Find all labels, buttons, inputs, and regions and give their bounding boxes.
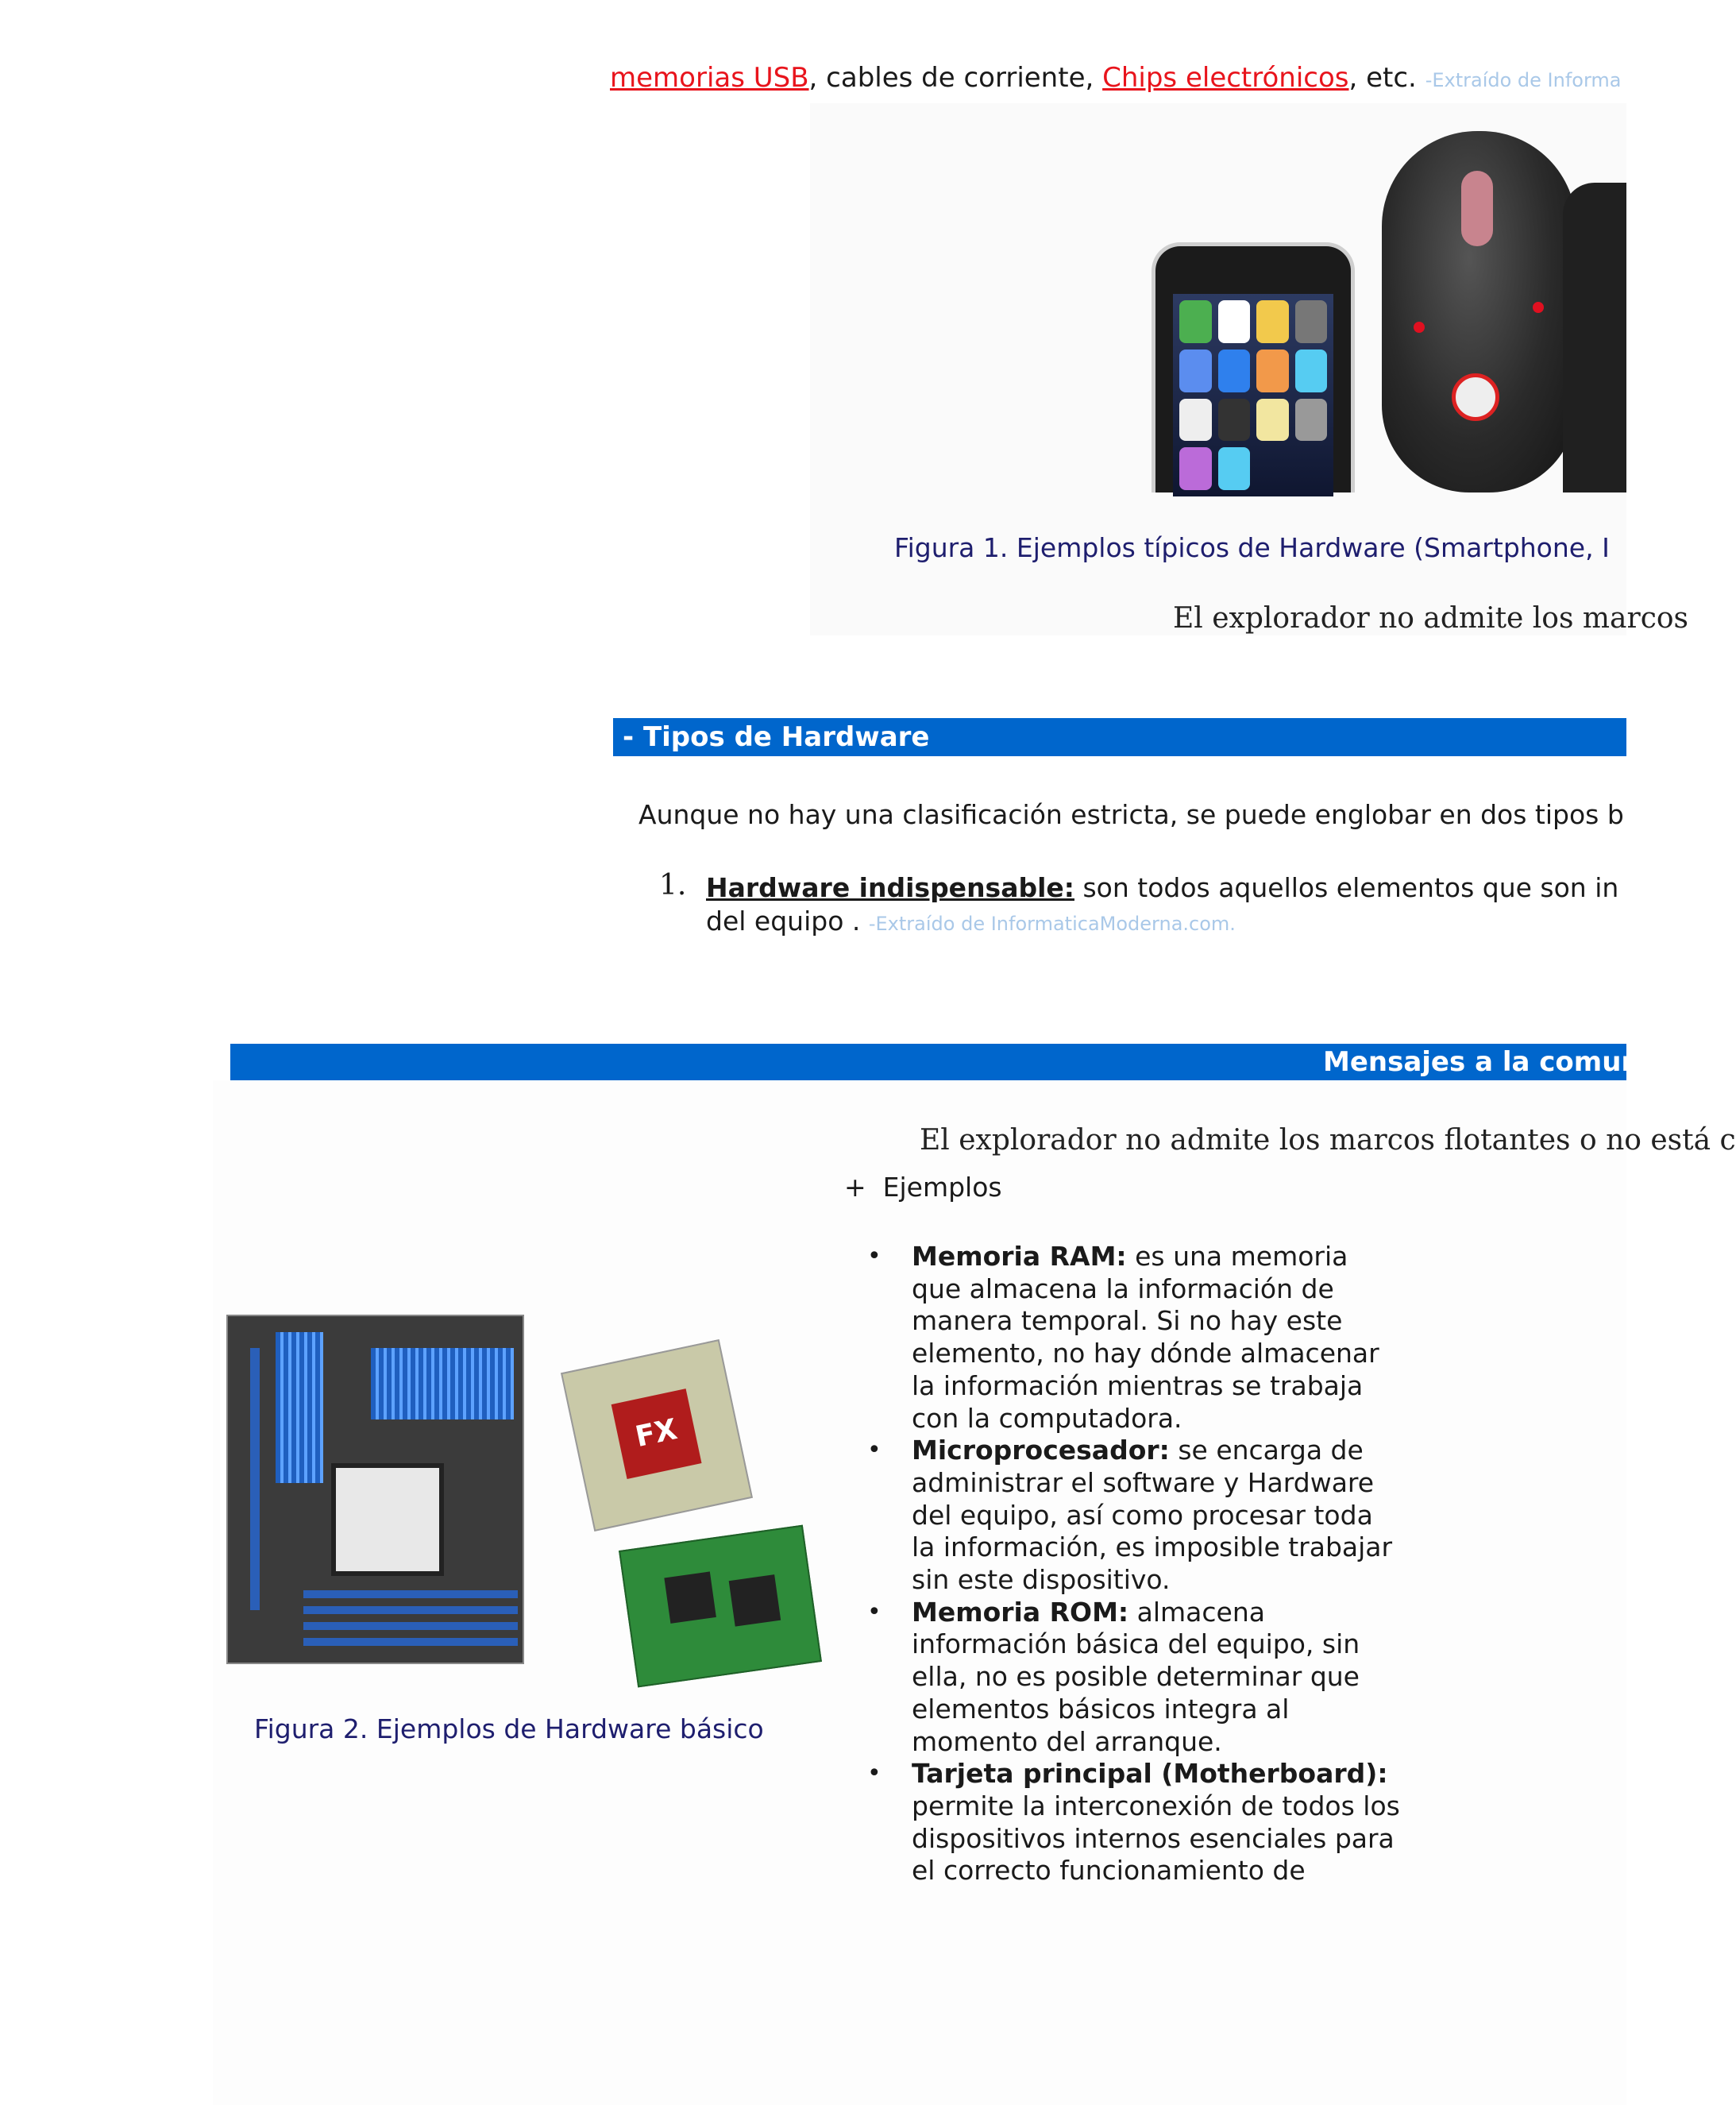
iframe-unsupported-message: El explorador no admite los marcos	[1173, 602, 1689, 635]
section-title-tipos-hardware: - Tipos de Hardware	[613, 718, 1626, 756]
intro-line	[610, 62, 1622, 94]
figure2-caption: Figura 2. Ejemplos de Hardware básico	[254, 1713, 764, 1744]
expand-plus-icon: +	[844, 1172, 866, 1203]
bullet-text: almacena información básica del equipo, sin ella, no es posible determinar que elementos básicos integra al momento del arranque.	[912, 1596, 1360, 1757]
link-memorias-usb[interactable]: memorias USB	[610, 62, 809, 94]
types-intro-paragraph: Aunque no hay una clasificación estricta, se puede englobar en dos tipos b	[638, 799, 1624, 830]
bullet-term: Memoria RAM:	[912, 1241, 1127, 1272]
list-item	[912, 1758, 1404, 1887]
community-messages-bar	[230, 1044, 1641, 1080]
hardware-indispensable-item	[706, 872, 1618, 903]
item-text-line2: del equipo .	[706, 906, 869, 937]
bullet-term: Microprocesador:	[912, 1435, 1170, 1466]
list-item	[912, 1241, 1404, 1435]
intro-text-1: , cables de corriente,	[808, 62, 1103, 94]
bullet-text: permite la interconexión de todos los dispositivos internos esenciales para el correcto funcionamiento de	[912, 1790, 1400, 1887]
figure1-caption: Figura 1. Ejemplos típicos de Hardware (Smartphone, I	[894, 532, 1610, 563]
hardware-examples-list	[912, 1241, 1404, 1887]
processor-image	[561, 1339, 753, 1531]
motherboard-image	[226, 1315, 524, 1664]
ram-module-image	[619, 1525, 822, 1688]
item-text-line1: son todos aquellos elementos que son in	[1074, 872, 1619, 903]
link-chips-electronicos[interactable]: Chips electrónicos	[1102, 62, 1349, 94]
peripheral-image	[1563, 183, 1626, 492]
fx-logo: FX	[611, 1389, 702, 1479]
mouse-image	[1382, 131, 1576, 492]
list-item	[912, 1435, 1404, 1597]
source-note: -Extraído de InformaticaModerna.com.	[868, 913, 1236, 935]
intro-text-2: , etc.	[1348, 62, 1425, 94]
bullet-text: es una memoria que almacena la información de manera temporal. Si no hay este elemento, no hay dónde almacenar la información mientras se trabaja con la computadora.	[912, 1241, 1379, 1434]
list-number: 1.	[659, 869, 687, 902]
bullet-term: Memoria ROM:	[912, 1596, 1129, 1628]
smartphone-image	[1152, 242, 1355, 492]
list-item	[912, 1597, 1404, 1759]
term-hardware-indispensable: Hardware indispensable:	[706, 872, 1074, 903]
source-note: -Extraído de Informa	[1425, 69, 1622, 91]
bullet-text: se encarga de administrar el software y Hardware del equipo, así como procesar toda la información, es imposible trabajar sin este dispositivo.	[912, 1435, 1393, 1596]
bullet-term: Tarjeta principal (Motherboard):	[912, 1758, 1388, 1790]
iframe-unsupported-message: El explorador no admite los marcos flotantes o no está c	[920, 1124, 1736, 1157]
examples-toggle[interactable]	[844, 1172, 1002, 1203]
hardware-indispensable-item-cont	[706, 906, 1236, 937]
examples-toggle-label: Ejemplos	[882, 1172, 1002, 1203]
community-messages-title: Mensajes a la comun	[1323, 1046, 1641, 1078]
